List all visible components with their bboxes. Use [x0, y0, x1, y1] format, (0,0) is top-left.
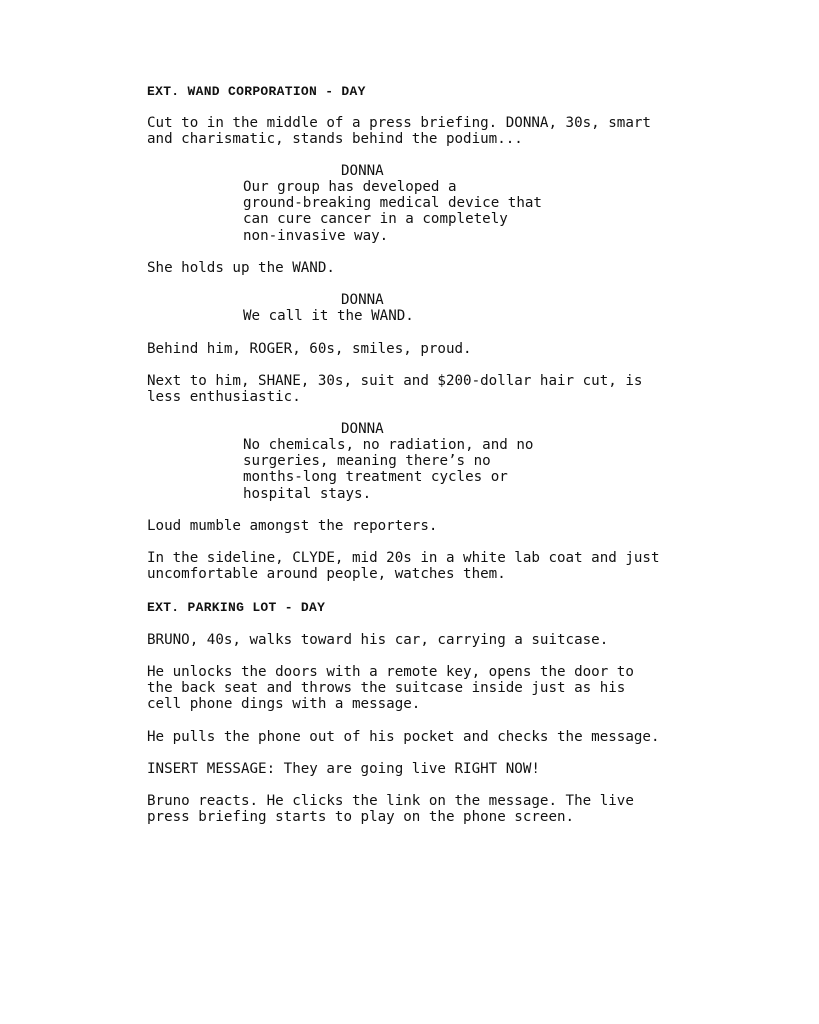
- character-name: DONNA: [341, 163, 384, 179]
- action-line: Cut to in the middle of a press briefing. DONNA, 30s, smart and charismatic, stands behind the podium...: [147, 115, 651, 148]
- action-line: Loud mumble amongst the reporters.: [147, 518, 438, 534]
- action-line: BRUNO, 40s, walks toward his car, carrying a suitcase.: [147, 632, 609, 648]
- action-line: INSERT MESSAGE: They are going live RIGHT NOW!: [147, 761, 540, 777]
- action-line: He unlocks the doors with a remote key, opens the door to the back seat and throws the suitcase inside just as his cell phone dings with a message.: [147, 664, 634, 713]
- dialogue: We call it the WAND.: [243, 308, 414, 324]
- scene-heading: EXT. PARKING LOT - DAY: [147, 600, 326, 615]
- action-line: Behind him, ROGER, 60s, smiles, proud.: [147, 341, 472, 357]
- character-name: DONNA: [341, 292, 384, 308]
- action-line: Bruno reacts. He clicks the link on the message. The live press briefing starts to play on the phone screen.: [147, 793, 634, 826]
- action-line: She holds up the WAND.: [147, 260, 335, 276]
- dialogue: No chemicals, no radiation, and no surgeries, meaning there’s no months-long treatment cycles or hospital stays.: [243, 437, 534, 502]
- character-name: DONNA: [341, 421, 384, 437]
- scene-heading: EXT. WAND CORPORATION - DAY: [147, 84, 366, 99]
- action-line: He pulls the phone out of his pocket and checks the message.: [147, 729, 660, 745]
- dialogue: Our group has developed a ground-breaking medical device that can cure cancer in a completely non-invasive way.: [243, 179, 542, 244]
- action-line: In the sideline, CLYDE, mid 20s in a white lab coat and just uncomfortable around people, watches them.: [147, 550, 660, 583]
- action-line: Next to him, SHANE, 30s, suit and $200-dollar hair cut, is less enthusiastic.: [147, 373, 643, 406]
